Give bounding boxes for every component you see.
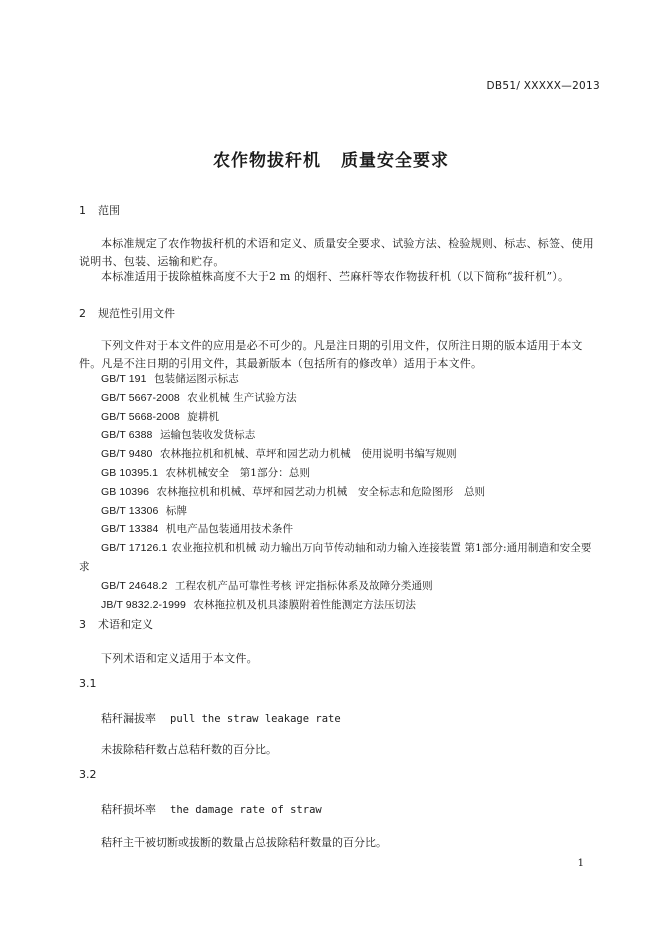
term-number: 3.2 <box>79 768 97 781</box>
term-number: 3.1 <box>79 677 97 690</box>
reference-code: GB 10396 <box>101 485 150 498</box>
term-definition: 秸秆主干被切断或拔断的数量占总拔除秸秆数量的百分比。 <box>101 836 387 849</box>
reference-item <box>79 445 601 464</box>
term-entry <box>101 710 341 726</box>
references-intro-paragraph: 下列文件对于本文件的应用是必不可少的。凡是注日期的引用文件，仅所注日期的版本适用于本文件。凡是不注日期的引用文件，其最新版本（包括所有的修改单）适用于本文件。 <box>79 339 583 370</box>
reference-item <box>79 426 601 445</box>
section-heading-scope <box>79 202 120 218</box>
reference-title: 运输包装收发货标志 <box>159 429 256 442</box>
reference-code: GB/T 17126.1 <box>101 542 168 555</box>
reference-code: GB/T 6388 <box>101 429 153 442</box>
reference-item <box>79 577 601 596</box>
title-part-1: 农作物拔秆机 <box>213 151 321 171</box>
reference-title: 工程农机产品可靠性考核 评定指标体系及故障分类通则 <box>174 579 433 592</box>
reference-list <box>79 370 601 614</box>
reference-item <box>79 464 601 483</box>
reference-title: 包装储运图示标志 <box>154 373 239 385</box>
reference-item <box>79 502 601 521</box>
reference-item <box>79 389 601 408</box>
document-code: DB51/ XXXXX—2013 <box>486 80 600 92</box>
document-title <box>0 146 662 171</box>
term-definition: 未拔除秸秆数占总秸秆数的百分比。 <box>101 743 277 756</box>
reference-item <box>79 483 601 502</box>
reference-item <box>79 539 601 577</box>
reference-title: 机电产品包装通用技术条件 <box>165 523 294 536</box>
reference-code: GB/T 13384 <box>101 523 159 536</box>
reference-item <box>79 596 601 615</box>
section-title: 范围 <box>98 204 120 217</box>
reference-code: GB 10395.1 <box>101 466 159 479</box>
reference-code: GB/T 24648.2 <box>101 579 168 592</box>
section-heading-terms-definitions <box>79 616 153 632</box>
section-heading-normative-references <box>79 305 175 321</box>
scope-paragraph-1: 本标准规定了农作物拔秆机的术语和定义、质量安全要求、试验方法、检验规则、标志、标签、使用说明书、包装、运输和贮存。 <box>79 237 594 268</box>
term-entry <box>101 801 322 817</box>
section-title: 规范性引用文件 <box>98 307 175 320</box>
reference-code: GB/T 5668-2008 <box>101 410 180 423</box>
term-chinese: 秸秆漏拔率 <box>101 712 156 725</box>
page-number: 1 <box>577 858 584 869</box>
reference-code: GB/T 191 <box>101 373 147 385</box>
term-english: the damage rate of straw <box>170 804 322 816</box>
term-chinese: 秸秆损坏率 <box>101 803 156 816</box>
reference-item <box>79 370 601 389</box>
section-title: 术语和定义 <box>98 618 153 631</box>
reference-title: 农林拖拉机及机具漆膜附着性能测定方法压切法 <box>193 598 416 611</box>
section-number: 1 <box>79 204 86 217</box>
reference-code: GB/T 13306 <box>101 504 159 517</box>
reference-item <box>79 520 601 539</box>
reference-title: 标牌 <box>165 504 188 517</box>
term-english: pull the straw leakage rate <box>170 713 341 725</box>
reference-title: 农林机械安全 第1部分：总则 <box>165 466 311 479</box>
title-part-2: 质量安全要求 <box>341 151 449 171</box>
reference-title: 农林拖拉机和机械、草坪和园艺动力机械 安全标志和危险图形 总则 <box>156 485 486 498</box>
reference-code: JB/T 9832.2-1999 <box>101 598 186 611</box>
section-number: 3 <box>79 618 86 631</box>
reference-item <box>79 408 601 427</box>
reference-title: 农林拖拉机和机械、草坪和园艺动力机械 使用说明书编写规则 <box>159 448 457 461</box>
reference-title: 旋耕机 <box>187 410 220 423</box>
reference-title: 农业机械 生产试验方法 <box>187 391 297 404</box>
reference-code: GB/T 9480 <box>101 448 153 461</box>
scope-paragraph-2: 本标准适用于拔除植株高度不大于2 m 的烟秆、苎麻杆等农作物拔秆机（以下简称“拔秆机”）。 <box>101 270 570 283</box>
terms-intro-paragraph: 下列术语和定义适用于本文件。 <box>101 652 258 665</box>
reference-title: 农业拖拉机和机械 动力输出万向节传动轴和动力输入连接装置 第1部分:通用制造和安全要求 <box>79 542 592 573</box>
section-number: 2 <box>79 307 86 320</box>
reference-code: GB/T 5667-2008 <box>101 391 180 404</box>
